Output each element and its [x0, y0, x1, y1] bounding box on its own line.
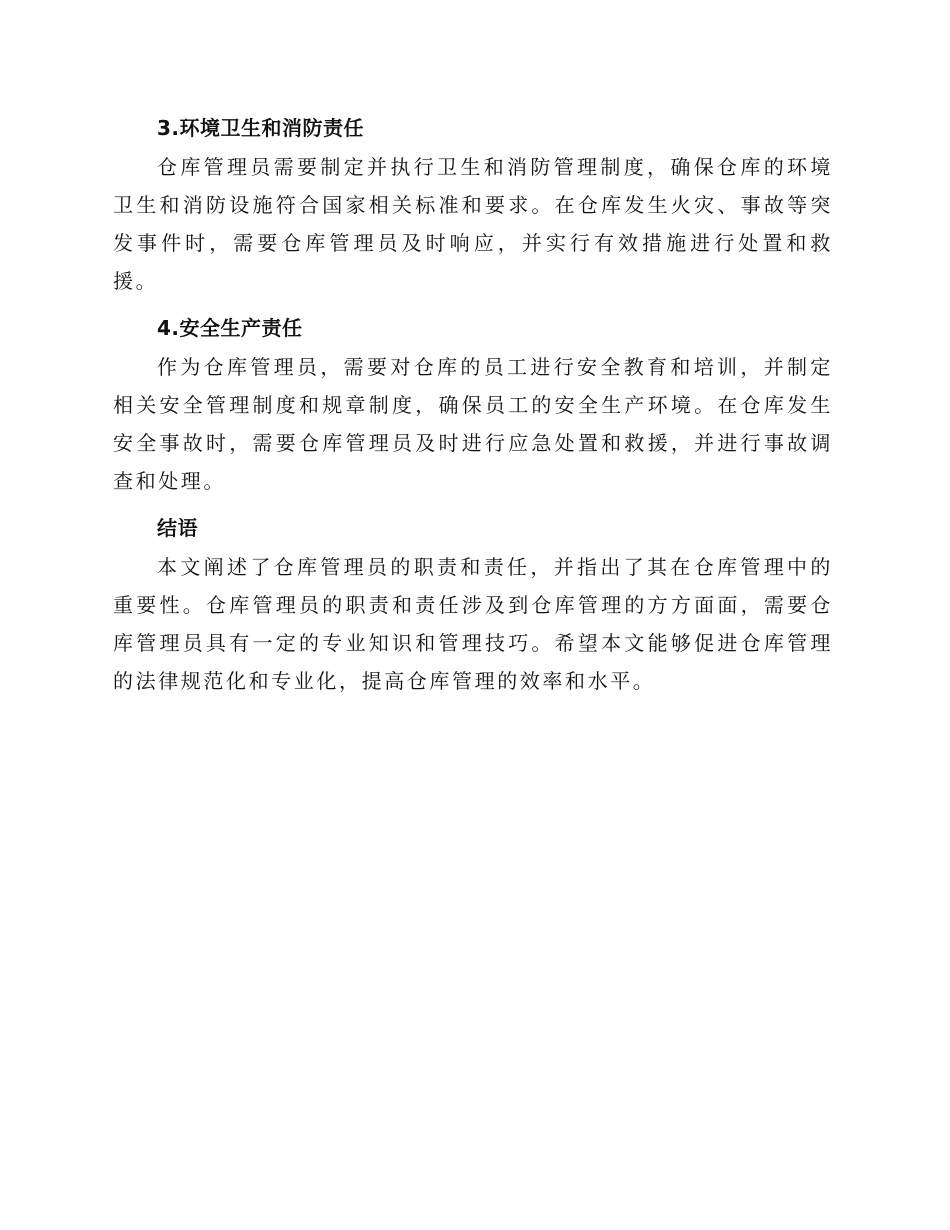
section-paragraph: 本文阐述了仓库管理员的职责和责任，并指出了其在仓库管理中的重要性。仓库管理员的职责和责任涉及到仓库管理的方方面面，需要仓库管理员具有一定的专业知识和管理技巧。希望本文能够促进仓库管理的法律规范化和专业化，提高仓库管理的效率和水平。 [113, 555, 833, 693]
section-conclusion [113, 508, 833, 700]
document-content [113, 108, 833, 708]
section-heading: 3.环境卫生和消防责任 [157, 116, 365, 140]
section-heading: 4.安全生产责任 [157, 316, 303, 340]
section-paragraph: 作为仓库管理员，需要对仓库的员工进行安全教育和培训，并制定相关安全管理制度和规章制度，确保员工的安全生产环境。在仓库发生安全事故时，需要仓库管理员及时进行应急处置和救援，并进行事故调查和处理。 [113, 355, 833, 493]
section-environment-fire [113, 108, 833, 300]
section-heading: 结语 [157, 516, 198, 540]
section-safety-production [113, 308, 833, 500]
section-paragraph: 仓库管理员需要制定并执行卫生和消防管理制度，确保仓库的环境卫生和消防设施符合国家相关标准和要求。在仓库发生火灾、事故等突发事件时，需要仓库管理员及时响应，并实行有效措施进行处置和救援。 [113, 155, 833, 293]
